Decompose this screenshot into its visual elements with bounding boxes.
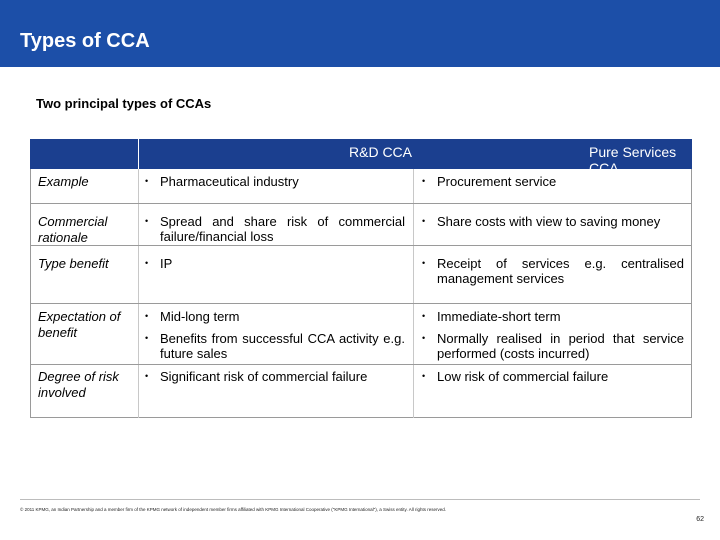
cell-text: IP <box>160 256 173 271</box>
cell-text: Low risk of commercial failure <box>437 369 609 384</box>
bullet-icon: • <box>422 371 426 381</box>
row-divider <box>30 203 692 204</box>
bullet-icon: • <box>145 216 149 226</box>
cell-text: Pharmaceutical industry <box>160 174 299 189</box>
ps-example-item <box>422 174 684 189</box>
rd-rationale-item <box>145 214 405 244</box>
rd-risk-item <box>145 369 405 384</box>
footer-divider <box>20 499 700 500</box>
row-label-commercial-rationale: Commercial rationale <box>38 214 108 245</box>
copyright-notice: © 2011 KPMG, an Indian Partnership and a member firm of the KPMG network of independent member firms affiliated with KPMG International Cooperative ("KPMG International"), a Swiss entity. All rights reserved. <box>20 507 446 512</box>
page-title: Types of CCA <box>20 30 150 52</box>
ps-expectation-item <box>422 331 684 361</box>
cell-text: Significant risk of commercial failure <box>160 369 368 384</box>
bullet-icon: • <box>422 258 426 268</box>
rd-expectation-item <box>145 309 405 324</box>
rd-example-item <box>145 174 405 189</box>
table-header-blank <box>30 139 138 169</box>
ps-type-benefit-item <box>422 256 684 286</box>
bullet-icon: • <box>145 333 149 343</box>
table-header <box>139 139 692 176</box>
section-subtitle: Two principal types of CCAs <box>36 96 212 111</box>
rd-type-benefit-item <box>145 256 405 271</box>
bullet-icon: • <box>422 216 426 226</box>
cell-text: Immediate-short term <box>437 309 561 324</box>
bullet-icon: • <box>145 371 149 381</box>
ps-risk-item <box>422 369 684 384</box>
row-divider <box>30 364 692 365</box>
cell-text: Procurement service <box>437 174 557 189</box>
row-label-degree-of-risk: Degree of risk involved <box>38 369 119 400</box>
bullet-icon: • <box>145 258 149 268</box>
page-number: 62 <box>696 516 704 523</box>
cell-text: Mid-long term <box>160 309 240 324</box>
column-divider <box>138 169 139 418</box>
row-label-type-benefit: Type benefit <box>38 256 109 271</box>
ps-rationale-item <box>422 214 684 229</box>
cell-text: Receipt of services e.g. centralised management services <box>437 256 684 286</box>
ps-expectation-item <box>422 309 684 324</box>
cell-text: Benefits from successful CCA activity e.g. future sales <box>160 331 405 361</box>
cell-text: Normally realised in period that service performed (costs incurred) <box>437 331 684 361</box>
cca-comparison-table <box>30 139 692 418</box>
bullet-icon: • <box>422 333 426 343</box>
row-label-example: Example <box>38 174 89 189</box>
row-label-expectation-of-benefit: Expectation of benefit <box>38 309 121 340</box>
column-header-pure-services: Pure Services CCA <box>589 144 677 176</box>
bullet-icon: • <box>145 311 149 321</box>
bullet-icon: • <box>145 176 149 186</box>
bullet-icon: • <box>422 311 426 321</box>
column-header-rd: R&D CCA <box>349 144 413 160</box>
bullet-icon: • <box>422 176 426 186</box>
title-bar <box>0 0 720 67</box>
cell-text: Spread and share risk of commercial failure/financial loss <box>160 214 405 244</box>
cell-text: Share costs with view to saving money <box>437 214 661 229</box>
column-divider <box>413 169 414 418</box>
row-divider <box>30 303 692 304</box>
rd-expectation-item <box>145 331 405 361</box>
